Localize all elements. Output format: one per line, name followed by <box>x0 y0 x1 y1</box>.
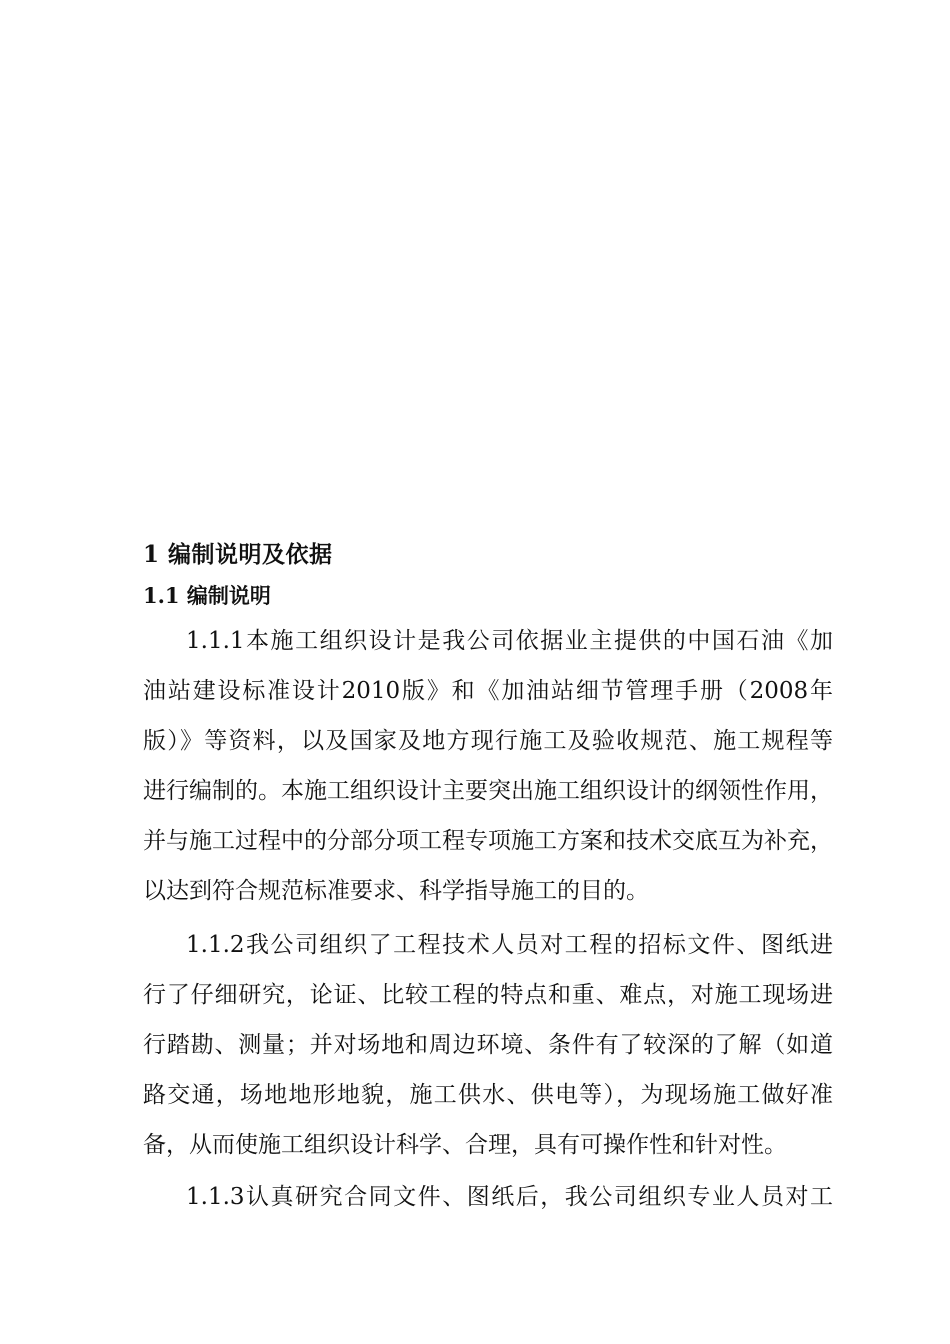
paragraph-line: 进行编制的。本施工组织设计主要突出施工组织设计的纲领性作用， <box>143 778 833 804</box>
paragraph-line: 1.1.3认真研究合同文件、图纸后，我公司组织专业人员对工 <box>186 1184 833 1210</box>
paragraph-line: 以达到符合规范标准要求、科学指导施工的目的。 <box>143 878 649 904</box>
paragraph-line: 行了仔细研究，论证、比较工程的特点和重、难点，对施工现场进 <box>143 982 833 1008</box>
section-heading: 1 编制说明及依据 <box>143 541 333 568</box>
paragraph-line: 1.1.1本施工组织设计是我公司依据业主提供的中国石油《加 <box>186 628 833 654</box>
paragraph-line: 行踏勘、测量；并对场地和周边环境、条件有了较深的了解（如道 <box>143 1032 833 1058</box>
paragraph-line: 1.1.2我公司组织了工程技术人员对工程的招标文件、图纸进 <box>186 932 833 958</box>
subsection-heading: 1.1 编制说明 <box>143 583 271 608</box>
paragraph-line: 版）》等资料，以及国家及地方现行施工及验收规范、施工规程等 <box>143 728 833 754</box>
paragraph-line: 备，从而使施工组织设计科学、合理，具有可操作性和针对性。 <box>143 1132 787 1158</box>
paragraph-line: 油站建设标准设计2010版》和《加油站细节管理手册（2008年 <box>143 678 833 704</box>
paragraph-line: 路交通，场地地形地貌，施工供水、供电等），为现场施工做好准 <box>143 1082 833 1108</box>
paragraph-line: 并与施工过程中的分部分项工程专项施工方案和技术交底互为补充， <box>143 828 833 854</box>
